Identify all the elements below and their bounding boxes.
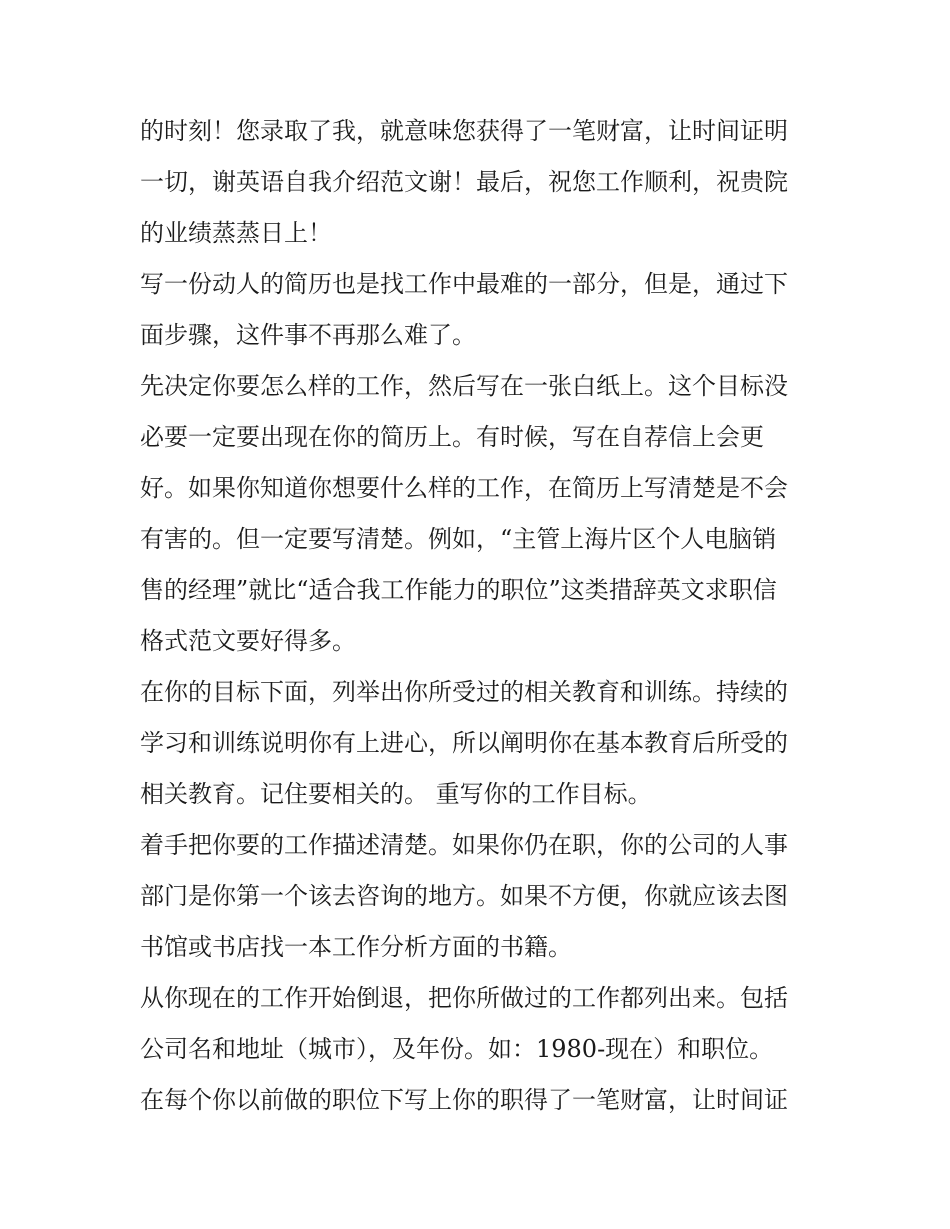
text-line: 有害的。但一定要写清楚。例如，“主管上海片区个人电脑销 xyxy=(140,525,777,553)
text-line: 必要一定要出现在你的简历上。有时候，写在自荐信上会更 xyxy=(140,423,764,451)
text-line: 好。如果你知道你想要什么样的工作，在简历上写清楚是不会 xyxy=(140,474,788,502)
text-line: 学习和训练说明你有上进心，所以阐明你在基本教育后所受的 xyxy=(140,729,788,757)
text-line: 先决定你要怎么样的工作，然后写在一张白纸上。这个目标没 xyxy=(140,372,788,400)
text-line: 一切，谢英语自我介绍范文谢！最后，祝您工作顺利，祝贵院 xyxy=(140,168,788,196)
text-line: 部门是你第一个该去咨询的地方。如果不方便，你就应该去图 xyxy=(140,882,788,910)
text-line: 售的经理”就比“适合我工作能力的职位”这类措辞英文求职信 xyxy=(140,576,777,604)
text-line: 从你现在的工作开始倒退，把你所做过的工作都列出来。包括 xyxy=(140,984,788,1012)
text-line: 写一份动人的简历也是找工作中最难的一部分，但是，通过下 xyxy=(140,270,788,298)
text-line: 格式范文要好得多。 xyxy=(140,627,356,655)
text-line: 在每个你以前做的职位下写上你的职得了一笔财富，让时间证 xyxy=(140,1086,788,1114)
document-body xyxy=(140,106,820,1126)
text-line: 在你的目标下面，列举出你所受过的相关教育和训练。持续的 xyxy=(140,678,788,706)
text-line: 书馆或书店找一本工作分析方面的书籍。 xyxy=(140,933,572,961)
text-line: 公司名和地址（城市），及年份。如：1980-现在）和职位。 xyxy=(140,1035,774,1063)
text-line: 的业绩蒸蒸日上！ xyxy=(140,219,332,247)
text-line: 相关教育。记住要相关的。 重写你的工作目标。 xyxy=(140,780,652,808)
text-line: 面步骤，这件事不再那么难了。 xyxy=(140,321,476,349)
text-line: 着手把你要的工作描述清楚。如果你仍在职，你的公司的人事 xyxy=(140,831,788,859)
text-line: 的时刻！您录取了我，就意味您获得了一笔财富，让时间证明 xyxy=(140,117,788,145)
